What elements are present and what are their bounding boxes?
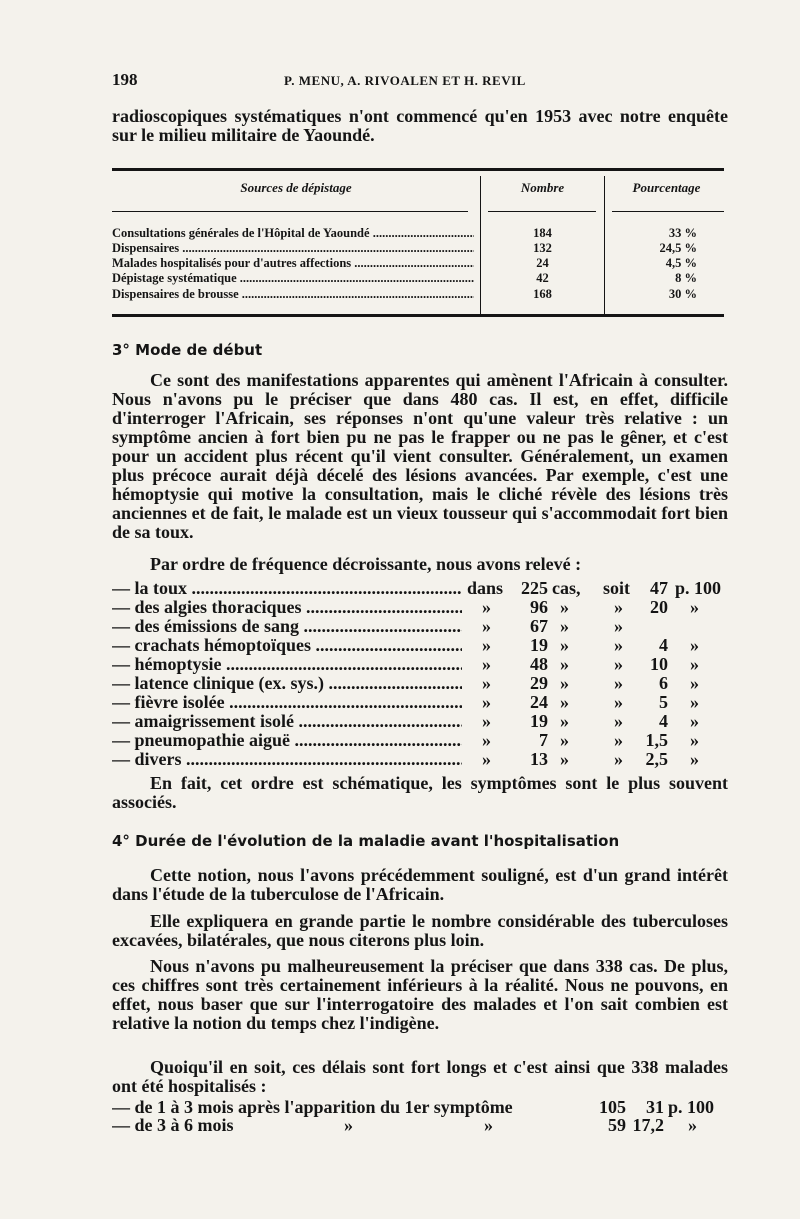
table-row-nombre: 132 bbox=[533, 241, 552, 255]
symptom-soit: » bbox=[614, 673, 623, 693]
table-row-source: Dépistage systématique ..... bbox=[112, 271, 474, 286]
section3-paragraph: Ce sont des manifestations apparentes qui amènent l'Africain à consulter. Nous n'avons pu le préciser que dans 480 cas. Il est, en effet, difficile d'interroger l'Africain, ses réponses n'ont qu'une valeur très relative : un symptôme ancien à fort bien pu ne pas le frapper ou ne pas le gêner, et c'est pour un accident plus récent qu'il vient consulter. Généralement, un examen plus précoce aurait déjà décelé des lésions avancées. Par exemple, c'est une hémoptysie qui motive la consultation, mais le cliché révèle des lésions très anciennes et de fait, le malade est un vieux tousseur qui s'accommodait fort bien de sa toux. bbox=[112, 370, 728, 542]
symptom-label: — pneumopathie aiguë ..... bbox=[112, 731, 462, 750]
symptom-soit: » bbox=[614, 692, 623, 712]
table-row-source: Dispensaires de brousse ..... bbox=[112, 287, 474, 302]
symptom-pct: 1,5 bbox=[645, 730, 668, 750]
symptom-cases: 48 bbox=[530, 654, 548, 674]
duration-count: 105 bbox=[599, 1097, 626, 1117]
symptom-label: — crachats hémoptoïques ..... bbox=[112, 636, 462, 655]
running-title: P. MENU, A. RIVOALEN ET H. REVIL bbox=[284, 73, 526, 88]
symptom-cas: » bbox=[560, 692, 569, 712]
table-row-source: Dispensaires ..... bbox=[112, 241, 474, 256]
table-top-rule bbox=[112, 168, 724, 171]
symptom-unit: » bbox=[690, 749, 699, 769]
table-header-pourcentage: Pourcentage bbox=[632, 180, 701, 195]
symptom-dans: » bbox=[482, 654, 491, 674]
table-row-pourcentage: 33 % bbox=[668, 226, 697, 240]
symptom-unit: » bbox=[690, 635, 699, 655]
symptom-soit: » bbox=[614, 616, 623, 636]
symptom-unit: » bbox=[690, 730, 699, 750]
duration-pct: 17,2 bbox=[632, 1115, 664, 1135]
symptom-label: — amaigrissement isolé ..... bbox=[112, 712, 462, 731]
symptom-cases: 19 bbox=[530, 711, 548, 731]
symptom-pct: 6 bbox=[659, 673, 668, 693]
section4-paragraph: Quoiqu'il en soit, ces délais sont fort longs et c'est ainsi que 338 malades ont été hospitalisés : bbox=[112, 1057, 728, 1096]
symptom-label: — hémoptysie ..... bbox=[112, 655, 462, 674]
symptom-pct: 10 bbox=[650, 654, 668, 674]
section3-conclusion: En fait, cet ordre est schématique, les symptômes sont le plus souvent associés. bbox=[112, 773, 728, 812]
symptom-pct: 2,5 bbox=[645, 749, 668, 769]
section4-paragraph: Elle expliquera en grande partie le nombre considérable des tuberculoses excavées, bilatérales, que nous citerons plus loin. bbox=[112, 911, 728, 950]
symptom-unit: » bbox=[690, 673, 699, 693]
symptom-soit: » bbox=[614, 730, 623, 750]
symptom-dans: » bbox=[482, 692, 491, 712]
symptom-label: — des émissions de sang ..... bbox=[112, 617, 462, 636]
duration-unit: p. 100 bbox=[668, 1097, 715, 1117]
symptom-dans: » bbox=[482, 597, 491, 617]
duration-mark: » bbox=[344, 1115, 353, 1135]
symptom-soit: » bbox=[614, 597, 623, 617]
symptom-dans: » bbox=[482, 616, 491, 636]
symptom-cas: » bbox=[560, 711, 569, 731]
symptom-soit: » bbox=[614, 749, 623, 769]
symptom-cas: » bbox=[560, 730, 569, 750]
symptom-label: — divers ..... bbox=[112, 750, 462, 769]
table-row-source: Malades hospitalisés pour d'autres affections ..... bbox=[112, 256, 474, 271]
table-row-nombre: 168 bbox=[533, 287, 552, 301]
symptom-cas: » bbox=[560, 597, 569, 617]
duration-label: — de 3 à 6 mois bbox=[112, 1116, 234, 1135]
symptom-cases: 67 bbox=[530, 616, 548, 636]
section4-paragraph: Nous n'avons pu malheureusement la préciser que dans 338 cas. De plus, ces chiffres sont très certainement inférieurs à la réalité. Nous ne pouvons, en effet, nous baser que sur l'interrogatoire des malades et l'on sait combien est relative la notion du temps chez l'indigène. bbox=[112, 956, 728, 1033]
page-number: 198 bbox=[112, 70, 138, 89]
table-row-nombre: 42 bbox=[536, 271, 549, 285]
symptom-dans: dans bbox=[467, 578, 504, 598]
page-header bbox=[112, 70, 728, 94]
symptom-unit: » bbox=[690, 692, 699, 712]
symptom-cas: cas, bbox=[552, 578, 581, 598]
symptom-pct: 20 bbox=[650, 597, 668, 617]
symptom-cases: 29 bbox=[530, 673, 548, 693]
table-row-pourcentage: 30 % bbox=[668, 287, 697, 301]
duration-pct: 31 bbox=[646, 1097, 664, 1117]
duration-unit: » bbox=[688, 1115, 697, 1135]
symptom-unit: p. 100 bbox=[675, 578, 722, 598]
symptom-label: — latence clinique (ex. sys.) ..... bbox=[112, 674, 462, 693]
symptom-pct: 4 bbox=[659, 711, 668, 731]
symptom-dans: » bbox=[482, 730, 491, 750]
symptom-cases: 96 bbox=[530, 597, 548, 617]
symptom-unit: » bbox=[690, 597, 699, 617]
symptom-dans: » bbox=[482, 635, 491, 655]
symptom-dans: » bbox=[482, 749, 491, 769]
table-row-pourcentage: 8 % bbox=[675, 271, 697, 285]
table-row-source: Consultations générales de l'Hôpital de Yaoundé ..... bbox=[112, 226, 474, 241]
symptom-cases: 225 bbox=[521, 578, 548, 598]
table-header-rule-3 bbox=[612, 211, 724, 212]
table-row-pourcentage: 24,5 % bbox=[659, 241, 697, 255]
section-heading: 3° Mode de début bbox=[112, 341, 263, 359]
duration-count: 59 bbox=[608, 1115, 626, 1135]
duration-label: — de 1 à 3 mois après l'apparition du 1er symptôme bbox=[112, 1098, 513, 1117]
table-header-rule-1 bbox=[112, 211, 468, 212]
table-row-nombre: 24 bbox=[536, 256, 549, 270]
table-row-nombre: 184 bbox=[533, 226, 552, 240]
symptom-soit: » bbox=[614, 654, 623, 674]
table-header-sources: Sources de dépistage bbox=[240, 180, 352, 195]
table-row-pourcentage: 4,5 % bbox=[665, 256, 697, 270]
symptom-cases: 19 bbox=[530, 635, 548, 655]
symptom-pct: 5 bbox=[659, 692, 668, 712]
symptom-soit: » bbox=[614, 711, 623, 731]
symptom-cas: » bbox=[560, 616, 569, 636]
list-intro: Par ordre de fréquence décroissante, nous avons relevé : bbox=[150, 554, 582, 574]
symptom-unit: » bbox=[690, 654, 699, 674]
section-heading: 4° Durée de l'évolution de la maladie avant l'hospitalisation bbox=[112, 832, 620, 850]
table-header-rule-2 bbox=[488, 211, 596, 212]
section4-paragraph: Cette notion, nous l'avons précédemment souligné, est d'un grand intérêt dans l'étude de la tuberculose de l'Africain. bbox=[112, 865, 728, 904]
duration-mark: » bbox=[484, 1115, 493, 1135]
symptom-cases: 13 bbox=[530, 749, 548, 769]
table-bottom-rule bbox=[112, 314, 724, 317]
symptom-cases: 7 bbox=[539, 730, 548, 750]
symptom-pct: 4 bbox=[659, 635, 668, 655]
symptom-unit: » bbox=[690, 711, 699, 731]
intro-paragraph: radioscopiques systématiques n'ont commencé qu'en 1953 avec notre enquête sur le milieu militaire de Yaoundé. bbox=[112, 106, 728, 145]
symptom-dans: » bbox=[482, 711, 491, 731]
symptom-label: — la toux ..... bbox=[112, 579, 462, 598]
symptom-pct: 47 bbox=[650, 578, 668, 598]
symptom-cas: » bbox=[560, 673, 569, 693]
symptom-cas: » bbox=[560, 635, 569, 655]
table-header-nombre: Nombre bbox=[520, 180, 565, 195]
symptom-label: — fièvre isolée ..... bbox=[112, 693, 462, 712]
symptom-dans: » bbox=[482, 673, 491, 693]
symptom-cases: 24 bbox=[530, 692, 548, 712]
symptom-label: — des algies thoraciques ..... bbox=[112, 598, 462, 617]
symptom-soit: » bbox=[614, 635, 623, 655]
symptom-cas: » bbox=[560, 749, 569, 769]
symptom-cas: » bbox=[560, 654, 569, 674]
symptom-soit: soit bbox=[603, 578, 630, 598]
